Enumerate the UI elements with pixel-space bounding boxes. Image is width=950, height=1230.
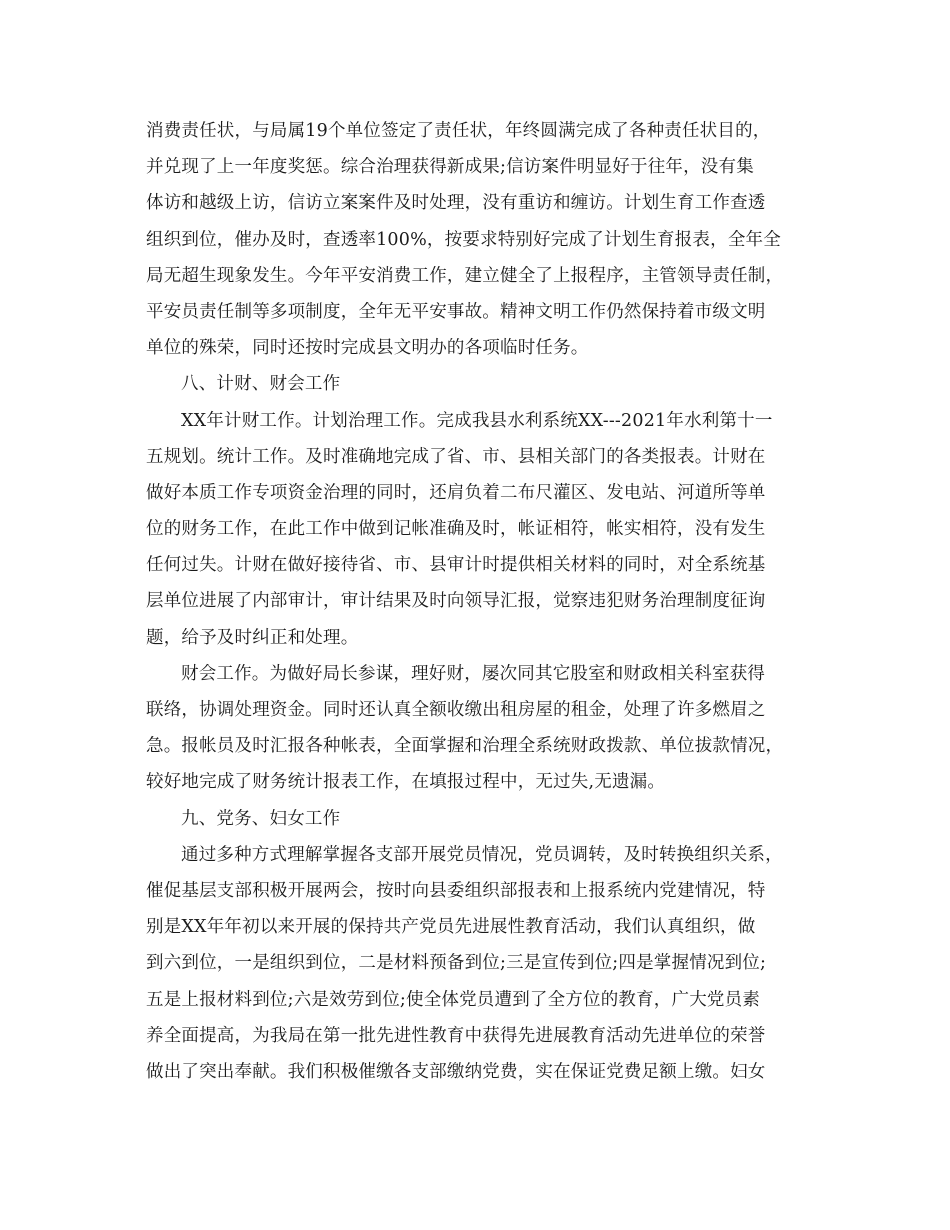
paragraph-first-line: XX年计财工作。计划治理工作。完成我县水利系统XX---2021年水利第十一: [181, 410, 773, 431]
text-line: 五是上报材料到位;六是效劳到位;使全体党员遭到了全方位的教育，广大党员素: [146, 989, 760, 1010]
text-line: 较好地完成了财务统计报表工作，在填报过程中，无过失,无遗漏。: [146, 772, 666, 793]
text-line: 位的财务工作，在此工作中做到记帐准确及时，帐证相符，帐实相符，没有发生: [146, 519, 766, 540]
paragraph-first-line: 九、党务、妇女工作: [181, 808, 341, 829]
text-line: 任何过失。计财在做好接待省、市、县审计时提供相关材料的同时，对全系统基: [146, 555, 766, 576]
text-line: 层单位进展了内部审计，审计结果及时向领导汇报，觉察违犯财务治理制度征询: [146, 591, 766, 612]
text-line: 消费责任状，与局属19个单位签定了责任状，年终圆满完成了各种责任状目的，: [146, 121, 771, 141]
text-line: 组织到位，催办及时，查透率100%，按要求特别好完成了计划生育报表，全年全: [146, 229, 781, 250]
text-line: 单位的殊荣，同时还按时完成县文明办的各项临时任务。: [146, 338, 589, 359]
text-line: 联络，协调处理资金。同时还认真全额收缴出租房屋的租金，处理了许多燃眉之: [146, 700, 766, 720]
text-line: 别是XX年年初以来开展的保持共产党员先进展性教育活动，我们认真组织，做: [146, 917, 756, 938]
paragraph-first-line: 通过多种方式理解掌握各支部开展党员情况，党员调转，及时转换组织关系，: [181, 844, 783, 865]
text-line: 题，给予及时纠正和处理。: [146, 627, 359, 648]
text-line: 局无超生现象发生。今年平安消费工作，建立健全了上报程序，主管领导责任制，: [146, 265, 784, 286]
text-line: 并兑现了上一年度奖惩。综合治理获得新成果;信访案件明显好于往年，没有集: [146, 157, 754, 178]
text-line: 做出了突出奉献。我们积极催缴各支部缴纳党费，实在保证党费足额上缴。妇女: [146, 1061, 766, 1082]
text-line: 做好本质工作专项资金治理的同时，还肩负着二布尺灌区、发电站、河道所等单: [146, 482, 766, 503]
text-line: 平安员责任制等多项制度，全年无平安事故。精神文明工作仍然保持着市级文明: [146, 301, 766, 322]
text-line: 到六到位，一是组织到位，二是材料预备到位;三是宣传到位;四是掌握情况到位;: [146, 953, 767, 974]
paragraph-first-line: 八、计财、财会工作: [181, 374, 341, 395]
paragraph-first-line: 财会工作。为做好局长参谋，理好财，屡次同其它股室和财政相关科室获得: [181, 663, 766, 684]
text-line: 体访和越级上访，信访立案案件及时处理，没有重访和缠访。计划生育工作查透: [146, 193, 766, 214]
text-line: 催促基层支部积极开展两会，按时向县委组织部报表和上报系统内党建情况，特: [146, 880, 766, 901]
text-line: 五规划。统计工作。及时准确地完成了省、市、县相关部门的各类报表。计财在: [146, 446, 766, 467]
text-line: 养全面提高，为我局在第一批先进性教育中获得先进展教育活动先进单位的荣誉: [146, 1025, 766, 1046]
text-line: 急。报帐员及时汇报各种帐表，全面掌握和治理全系统财政拨款、单位拔款情况，: [146, 736, 784, 757]
document-body: [146, 113, 826, 1090]
